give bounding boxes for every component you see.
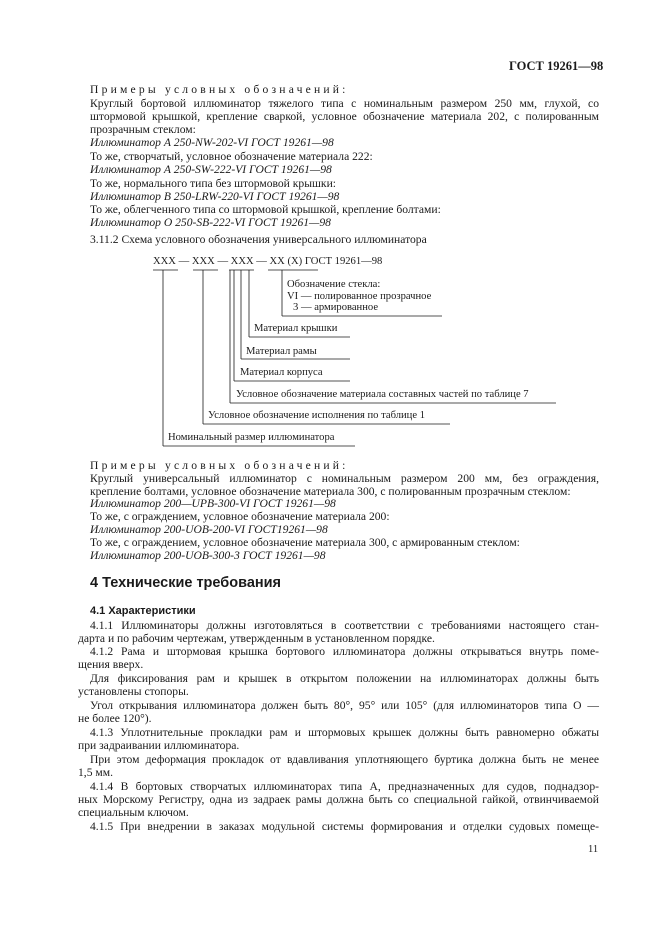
glass-label-armored: 3 — армированное [293,302,379,313]
paragraph-line: ных Морскому Регистру, одна из задраек рамы должна быть со специальной гайкой, отвинчиваемой [78,793,599,806]
paragraph-line: При этом деформация прокладок от вдавливания уплотняющего буртика должна быть не менее [90,753,599,766]
paragraph-line: дарта и по рабочим чертежам, утвержденным в установленном порядке. [78,632,435,645]
paragraph-line: 4.1.3 Уплотнительные прокладки рам и штормовых крышек должны быть равномерно обжаты [90,726,599,739]
version-label: Условное обозначение исполнения по таблице 1 [208,410,425,421]
paragraph-line: 4.1.2 Рама и штормовая крышка бортового иллюминатора должны открываться внутрь поме- [90,645,599,658]
paragraph-line: 1,5 мм. [78,766,113,779]
paragraph-line: То же, облегченного типа со штормовой крышкой, крепление болтами: [90,203,441,216]
designation-example: Иллюминатор О 250-SB-222-VI ГОСТ 19261—98 [90,216,331,229]
examples-heading: Примеры условных обозначений: [90,83,349,96]
paragraph-line: 4.1.5 При внедрении в заказах модульной системы формирования и отделки судовых помеще- [90,820,599,833]
subsection-title: 4.1 Характеристики [90,605,196,617]
paragraph-line: крепление болтами, условное обозначение материала 300, с полированным прозрачным стеклом: [90,485,571,498]
parts-material-label: Условное обозначение материала составных частей по таблице 7 [236,389,529,400]
paragraph-line: специальным ключом. [78,806,189,819]
paragraph-line: 4.1.1 Иллюминаторы должны изготовляться в соответствии с требованиями настоящего стан- [90,619,599,632]
designation-example: Иллюминатор А 250-SW-222-VI ГОСТ 19261—98 [90,163,332,176]
size-label: Номинальный размер иллюминатора [168,432,335,443]
paragraph-line: То же, нормального типа без штормовой крышки: [90,177,336,190]
paragraph-line: То же, с ограждением, условное обозначение материала 200: [90,510,390,523]
paragraph-line: Для фиксирования рам и крышек в открытом положении на иллюминаторах должны быть [90,672,599,685]
paragraph-line: прозрачным стеклом: [90,123,196,136]
paragraph-line: при задраивании иллюминатора. [78,739,240,752]
paragraph-line: То же, с ограждением, условное обозначение материала 300, с армированным стеклом: [90,536,520,549]
paragraph-line: Угол открывания иллюминатора должен быть 80°, 95° или 105° (для иллюминаторов типа О — [90,699,599,712]
paragraph-line: Круглый бортовой иллюминатор тяжелого типа с номинальным размером 250 мм, глухой, со [90,97,599,110]
scheme-title: 3.11.2 Схема условного обозначения универсального иллюминатора [90,233,427,246]
glass-label-title: Обозначение стекла: [287,279,381,290]
designation-example: Иллюминатор В 250-LRW-220-VI ГОСТ 19261—98 [90,190,340,203]
examples-heading: Примеры условных обозначений: [90,459,349,472]
body-material-label: Материал корпуса [240,367,323,378]
standard-header: ГОСТ 19261—98 [509,59,604,73]
frame-material-label: Материал рамы [246,346,317,357]
paragraph-line: не более 120°). [78,712,152,725]
glass-label-polished: VI — полированное прозрачное [287,291,432,302]
designation-example: Иллюминатор 200—UPB-300-VI ГОСТ 19261—98 [90,497,336,510]
paragraph-line: Круглый универсальный иллюминатор с номинальным размером 200 мм, без ограждения, [90,472,599,485]
paragraph-line: установлены стопоры. [78,685,189,698]
designation-example: Иллюминатор А 250-NW-202-VI ГОСТ 19261—98 [90,136,334,149]
designation-example: Иллюминатор 200-UOB-300-3 ГОСТ 19261—98 [90,549,326,562]
paragraph-line: щения вверх. [78,658,144,671]
designation-code: XXX — XXX — XXX — XX (X) ГОСТ 19261—98 [153,256,383,267]
page-number: 11 [588,844,599,855]
section-title: 4 Технические требования [90,575,282,591]
designation-example: Иллюминатор 200-UOB-200-VI ГОСТ19261—98 [90,523,328,536]
paragraph-line: 4.1.4 В бортовых створчатых иллюминаторах типа А, предназначенных для судов, поднадзор- [90,780,599,793]
cover-material-label: Материал крышки [254,323,338,334]
paragraph-line: штормовой крышкой, крепление сваркой, условное обозначение материала 202, с полированным [90,110,599,123]
paragraph-line: То же, створчатый, условное обозначение материала 222: [90,150,373,163]
